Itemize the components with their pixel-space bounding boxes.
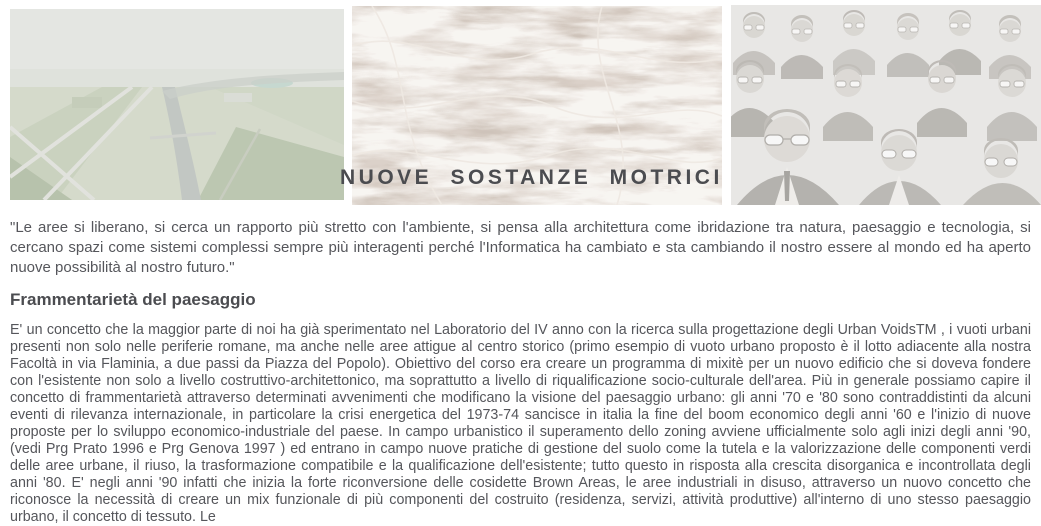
header-collage	[10, 0, 1041, 205]
section-heading: Frammentarietà del paesaggio	[10, 290, 256, 309]
audience-3d-glasses-illustration	[731, 5, 1041, 205]
intro-quote: "Le aree si liberano, si cerca un rapporto più stretto con l'ambiente, si pensa alla architettura come ibridazione tra natura, paesaggio e tecnologia, si cercano spazi come sistemi complessi sempre più interagenti perché l'Informatica ha cambiato e sta cambiando il nostro essere al mondo ed ha aperto nuove possibilità al nostro futuro."	[10, 219, 1031, 276]
aerial-landscape-illustration	[10, 9, 344, 200]
page-title: NUOVE SOSTANZE MOTRICI	[340, 166, 723, 189]
article-text-column	[10, 205, 1031, 526]
section-body: E' un concetto che la maggior parte di noi ha già sperimentato nel Laboratorio del IV anno con la ricerca sulla progettazione degli Urban VoidsTM , i vuoti urbani presenti non solo nelle periferie romane, ma anche nelle aree attigue al centro storico (primo esempio di vuoto urbano proposto è il lotto adiacente alla nostra Facoltà in via Flaminia, a due passi da Piazza del Popolo). Obiettivo del corso era creare un programma di mixitè per un nuovo edificio che si doveva fondere con l'esistente non solo a livello costruttivo-architettonico, ma soprattutto a livello di riqualificazione socio-culturale dell'area. Più in generale possiamo capire il concetto di frammentarietà attraverso determinati avvenimenti che modificano la visione del paesaggio urbano: gli anni '70 e '80 sono contraddistinti da alcuni eventi di rilevanza internazionale, in particolare la crisi energetica del 1973-74 sancisce in italia la fine del boom economico degli anni '60 e l'inizio di nuove proposte per lo sviluppo economico-industriale del paese. In campo urbanistico il superamento dello zoning avviene ufficialmente solo agli inizi degli anni '90, (vedi Prg Prato 1996 e Prg Genova 1997 ) ed entrano in campo nuove pratiche di gestione del suolo come la tutela e la valorizzazione delle componenti verdi delle aree urbane, il riuso, la trasformazione compatibile e la qualificazione dell'esistente; tutto questo in risposta alla crescita disorganica e incontrollata degli anni '80. E' negli anni '90 infatti che inizia la forte riconversione delle cosidette Brown Areas, le aree industriali in disuso, attraverso un nuovo concetto che riconosce la necessità di creare un mix funzionale di più componenti del costruito (residenza, servizi, attività produttive) all'interno di uno stesso paesaggio urbano, il concetto di tessuto. Le	[10, 322, 1031, 525]
audience-3d-glasses-image	[731, 5, 1041, 205]
aerial-landscape-image	[10, 9, 344, 200]
